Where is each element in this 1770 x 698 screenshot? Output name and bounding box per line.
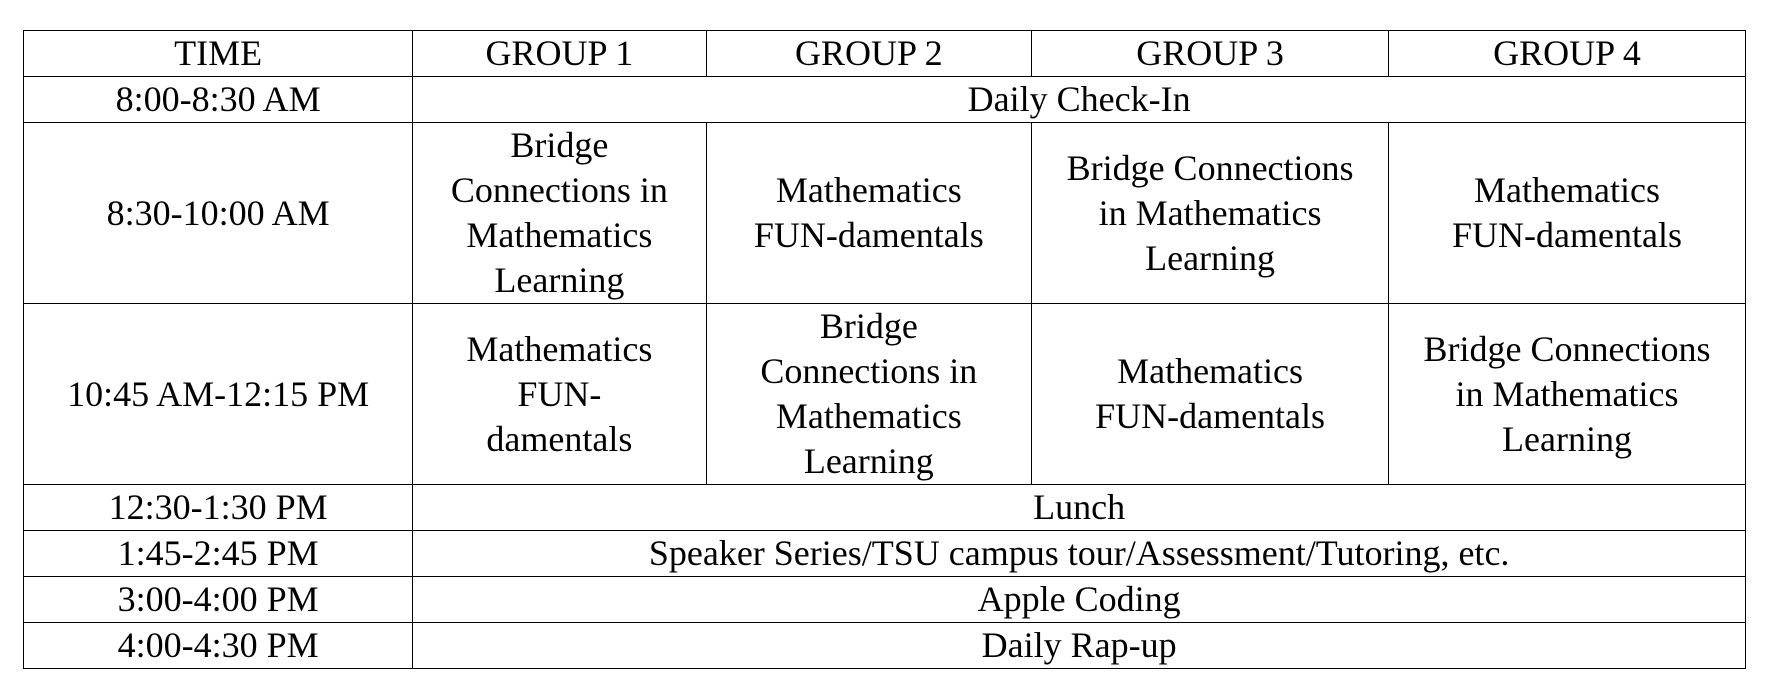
time-cell: 1:45-2:45 PM xyxy=(24,531,413,577)
header-group-2: GROUP 2 xyxy=(706,31,1032,77)
table-row xyxy=(24,123,1746,304)
session-text: Bridge Connections in Mathematics Learning xyxy=(760,306,978,481)
time-cell: 4:00-4:30 PM xyxy=(24,623,413,669)
group-2-session-cell xyxy=(706,123,1032,304)
header-time: TIME xyxy=(24,31,413,77)
table-row xyxy=(24,623,1746,669)
table-row xyxy=(24,485,1746,531)
time-cell: 3:00-4:00 PM xyxy=(24,577,413,623)
session-text: Mathematics FUN-damentals xyxy=(1452,170,1682,255)
session-text: Mathematics FUN- damentals xyxy=(466,328,653,459)
session-text: Mathematics FUN-damentals xyxy=(1095,351,1326,436)
activity-cell: Daily Rap-up xyxy=(413,623,1746,669)
table-row xyxy=(24,304,1746,485)
group-1-session-cell xyxy=(413,304,706,485)
time-cell: 8:00-8:30 AM xyxy=(24,77,413,123)
session-text: Bridge Connections in Mathematics Learning xyxy=(1066,147,1354,278)
time-cell: 10:45 AM-12:15 PM xyxy=(24,304,413,485)
group-1-session-cell xyxy=(413,123,706,304)
header-row xyxy=(24,31,1746,77)
table-row xyxy=(24,77,1746,123)
time-cell: 8:30-10:00 AM xyxy=(24,123,413,304)
activity-cell: Lunch xyxy=(413,485,1746,531)
header-group-4: GROUP 4 xyxy=(1389,31,1746,77)
header-group-1: GROUP 1 xyxy=(413,31,706,77)
activity-cell: Speaker Series/TSU campus tour/Assessment/Tutoring, etc. xyxy=(413,531,1746,577)
group-2-session-cell xyxy=(706,304,1032,485)
session-text: Bridge Connections in Mathematics Learning xyxy=(450,125,668,300)
group-3-session-cell xyxy=(1032,123,1389,304)
session-text: Bridge Connections in Mathematics Learning xyxy=(1423,328,1711,459)
header-group-3: GROUP 3 xyxy=(1032,31,1389,77)
group-3-session-cell xyxy=(1032,304,1389,485)
time-cell: 12:30-1:30 PM xyxy=(24,485,413,531)
activity-cell: Daily Check-In xyxy=(413,77,1746,123)
group-4-session-cell xyxy=(1389,304,1746,485)
group-4-session-cell xyxy=(1389,123,1746,304)
table-row xyxy=(24,531,1746,577)
table-row xyxy=(24,577,1746,623)
activity-cell: Apple Coding xyxy=(413,577,1746,623)
session-text: Mathematics FUN-damentals xyxy=(753,170,984,255)
schedule-table xyxy=(23,30,1746,669)
